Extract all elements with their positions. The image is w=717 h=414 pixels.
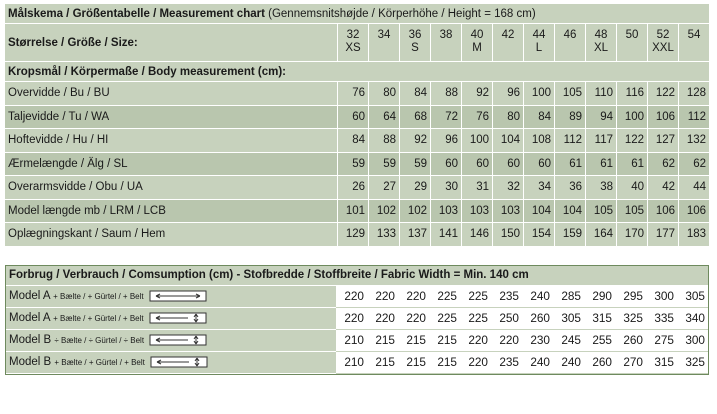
consumption-value: 305: [553, 308, 584, 330]
size-number: 54: [687, 29, 701, 41]
consumption-value: 235: [491, 352, 522, 374]
measurement-value: 159: [554, 223, 585, 247]
size-number: 40: [470, 29, 484, 41]
consumption-label: [6, 330, 336, 352]
measurement-value: 129: [337, 223, 368, 247]
measurement-value: 40: [616, 176, 647, 200]
consumption-value: 295: [615, 286, 646, 308]
consumption-value: 215: [398, 330, 429, 352]
measurement-value: 104: [492, 129, 523, 153]
consumption-value: 230: [522, 330, 553, 352]
consumption-value: 290: [584, 286, 615, 308]
measurement-value: 106: [678, 200, 709, 224]
size-code: L: [535, 42, 543, 54]
model-name: Model B: [9, 356, 52, 369]
measurement-value: 80: [368, 82, 399, 106]
measurement-value: 94: [585, 106, 616, 130]
measurement-rows: [5, 82, 709, 247]
consumption-value: 210: [336, 352, 367, 374]
consumption-value: 245: [553, 330, 584, 352]
model-name: Model A: [9, 290, 50, 303]
measurement-value: 61: [585, 153, 616, 177]
measurement-row: [5, 82, 709, 106]
consumption-label: [6, 352, 336, 374]
measurement-value: 26: [337, 176, 368, 200]
measurement-value: 59: [399, 153, 430, 177]
consumption-value: 255: [584, 330, 615, 352]
measurement-value: 60: [430, 153, 461, 177]
measurement-value: 102: [399, 200, 430, 224]
measurement-value: 122: [647, 82, 678, 106]
consumption-value: 235: [491, 286, 522, 308]
consumption-value: 225: [429, 308, 460, 330]
measurement-value: 61: [554, 153, 585, 177]
measurement-value: 62: [678, 153, 709, 177]
measurement-value: 59: [337, 153, 368, 177]
consumption-value: 225: [460, 286, 491, 308]
consumption-value: 275: [646, 330, 677, 352]
consumption-value: 220: [336, 308, 367, 330]
measurement-title-light: (Gennemsnitshøjde / Körperhöhe / Height = 168 cm): [264, 7, 536, 20]
measurement-value: 132: [678, 129, 709, 153]
size-header-cell: [585, 24, 616, 62]
size-chart-page: [5, 4, 709, 375]
size-code: S: [411, 42, 419, 54]
size-number: 38: [439, 29, 453, 41]
size-number: 52: [656, 29, 670, 41]
consumption-value: 220: [398, 308, 429, 330]
consumption-value: 240: [522, 286, 553, 308]
consumption-row: [6, 330, 708, 352]
measurement-value: 106: [647, 106, 678, 130]
belt-note: + Bælte / + Gürtel / + Belt: [53, 314, 144, 324]
size-code: XL: [593, 42, 609, 54]
size-number: 42: [501, 29, 515, 41]
consumption-value: 210: [336, 330, 367, 352]
consumption-value: 215: [429, 330, 460, 352]
belt-note: + Bælte / + Gürtel / + Belt: [53, 292, 144, 302]
measurement-value: 137: [399, 223, 430, 247]
consumption-value: 300: [677, 330, 708, 352]
consumption-row: [6, 308, 708, 330]
measurement-title: [5, 4, 709, 24]
consumption-value: 225: [460, 308, 491, 330]
measurement-value: 104: [523, 200, 554, 224]
measurement-value: 105: [585, 200, 616, 224]
measurement-value: 80: [492, 106, 523, 130]
size-number: 46: [563, 29, 577, 41]
fabric-fold-icon: [149, 355, 211, 369]
measurement-value: 64: [368, 106, 399, 130]
size-header-cell: [461, 24, 492, 62]
consumption-value: 220: [367, 286, 398, 308]
fabric-fold-icon: [148, 333, 210, 347]
consumption-value: 315: [584, 308, 615, 330]
measurement-value: 76: [461, 106, 492, 130]
measurement-value: 44: [678, 176, 709, 200]
measurement-value: 42: [647, 176, 678, 200]
size-number: 44: [532, 29, 546, 41]
measurement-value: 101: [337, 200, 368, 224]
size-header-cell: [430, 24, 461, 62]
size-header-cell: [647, 24, 678, 62]
measurement-value: 89: [554, 106, 585, 130]
consumption-value: 215: [398, 352, 429, 374]
fabric-layout-icon: [148, 289, 210, 303]
measurement-value: 154: [523, 223, 554, 247]
measurement-value: 59: [368, 153, 399, 177]
consumption-value: 220: [398, 286, 429, 308]
size-header-cell: [337, 24, 368, 62]
measurement-value: 170: [616, 223, 647, 247]
consumption-value: 240: [553, 352, 584, 374]
consumption-value: 325: [615, 308, 646, 330]
measurement-label: Model længde mb / LRM / LCB: [5, 200, 337, 224]
consumption-value: 215: [367, 352, 398, 374]
measurement-value: 72: [430, 106, 461, 130]
measurement-value: 105: [554, 82, 585, 106]
consumption-value: 260: [615, 330, 646, 352]
consumption-value: 240: [522, 352, 553, 374]
consumption-value: 300: [646, 286, 677, 308]
measurement-label: Taljevidde / Tu / WA: [5, 106, 337, 130]
consumption-rows: [6, 286, 708, 374]
belt-note: + Bælte / + Gürtel / + Belt: [54, 358, 145, 368]
consumption-row: [6, 286, 708, 308]
consumption-value: 260: [584, 352, 615, 374]
measurement-value: 110: [585, 82, 616, 106]
measurement-value: 106: [647, 200, 678, 224]
measurement-value: 116: [616, 82, 647, 106]
consumption-value: 215: [429, 352, 460, 374]
consumption-table: [5, 265, 709, 375]
measurement-value: 29: [399, 176, 430, 200]
measurement-value: 103: [461, 200, 492, 224]
measurement-title-bold: Målskema / Größentabelle / Measurement chart: [8, 7, 265, 20]
measurement-value: 103: [492, 200, 523, 224]
fabric-fold-icon: [148, 311, 210, 325]
measurement-value: 112: [678, 106, 709, 130]
measurement-value: 112: [554, 129, 585, 153]
measurement-value: 76: [337, 82, 368, 106]
measurement-value: 60: [492, 153, 523, 177]
model-name: Model B: [9, 334, 52, 347]
size-header-row: [5, 24, 709, 62]
measurement-value: 60: [337, 106, 368, 130]
measurement-value: 96: [492, 82, 523, 106]
belt-note: ÷ Bælte / ÷ Gürtel / ÷ Belt: [54, 336, 145, 346]
size-number: 34: [377, 29, 391, 41]
consumption-value: 305: [677, 286, 708, 308]
measurement-value: 27: [368, 176, 399, 200]
measurement-value: 60: [523, 153, 554, 177]
consumption-value: 340: [677, 308, 708, 330]
measurement-value: 100: [461, 129, 492, 153]
measurement-value: 68: [399, 106, 430, 130]
measurement-value: 60: [461, 153, 492, 177]
size-header-cell: [616, 24, 647, 62]
consumption-value: 250: [491, 308, 522, 330]
body-measurement-heading: Kropsmål / Körpermaße / Body measurement (cm):: [5, 62, 709, 82]
measurement-label: Oplægningskant / Saum / Hem: [5, 223, 337, 247]
size-header-cell: [368, 24, 399, 62]
measurement-row: [5, 129, 709, 153]
measurement-row: [5, 223, 709, 247]
size-header-cell: [399, 24, 430, 62]
measurement-value: 36: [554, 176, 585, 200]
measurement-table: [5, 4, 709, 247]
measurement-value: 61: [616, 153, 647, 177]
measurement-value: 133: [368, 223, 399, 247]
measurement-value: 177: [647, 223, 678, 247]
size-code: XXL: [652, 42, 674, 54]
size-code: XS: [345, 42, 361, 54]
measurement-value: 117: [585, 129, 616, 153]
size-header-cell: [554, 24, 585, 62]
measurement-value: 96: [430, 129, 461, 153]
size-header-cell: [523, 24, 554, 62]
size-label: Størrelse / Größe / Size:: [5, 24, 337, 62]
consumption-value: 315: [646, 352, 677, 374]
model-name: Model A: [9, 312, 50, 325]
consumption-value: 325: [677, 352, 708, 374]
measurement-value: 183: [678, 223, 709, 247]
size-number: 32: [346, 29, 360, 41]
consumption-label: [6, 286, 336, 308]
measurement-value: 92: [399, 129, 430, 153]
consumption-value: 260: [522, 308, 553, 330]
measurement-value: 92: [461, 82, 492, 106]
measurement-value: 141: [430, 223, 461, 247]
consumption-value: 285: [553, 286, 584, 308]
consumption-title-row: [6, 266, 708, 286]
consumption-value: 220: [336, 286, 367, 308]
measurement-value: 32: [492, 176, 523, 200]
consumption-value: 225: [429, 286, 460, 308]
measurement-row: [5, 200, 709, 224]
measurement-value: 31: [461, 176, 492, 200]
measurement-label: Ærmelængde / Älg / SL: [5, 153, 337, 177]
consumption-value: 335: [646, 308, 677, 330]
size-number: 50: [625, 29, 639, 41]
size-number: 36: [408, 29, 422, 41]
size-header-cell: [492, 24, 523, 62]
measurement-value: 88: [368, 129, 399, 153]
measurement-value: 146: [461, 223, 492, 247]
size-code: M: [472, 42, 482, 54]
measurement-title-row: [5, 4, 709, 24]
measurement-value: 102: [368, 200, 399, 224]
measurement-value: 104: [554, 200, 585, 224]
measurement-value: 38: [585, 176, 616, 200]
consumption-value: 220: [460, 352, 491, 374]
measurement-label: Overarmsvidde / Obu / UA: [5, 176, 337, 200]
measurement-value: 84: [337, 129, 368, 153]
measurement-value: 100: [616, 106, 647, 130]
size-number: 48: [594, 29, 608, 41]
measurement-value: 62: [647, 153, 678, 177]
consumption-value: 270: [615, 352, 646, 374]
consumption-row: [6, 352, 708, 374]
consumption-title: Forbrug / Verbrauch / Comsumption (cm) - Stofbredde / Stoffbreite / Fabric Width = Min. 140 cm: [6, 266, 708, 286]
measurement-value: 128: [678, 82, 709, 106]
measurement-row: [5, 106, 709, 130]
measurement-value: 103: [430, 200, 461, 224]
measurement-label: Overvidde / Bu / BU: [5, 82, 337, 106]
size-header-cell: [678, 24, 709, 62]
consumption-value: 220: [367, 308, 398, 330]
measurement-value: 84: [523, 106, 554, 130]
measurement-value: 100: [523, 82, 554, 106]
measurement-row: [5, 153, 709, 177]
measurement-value: 105: [616, 200, 647, 224]
measurement-value: 122: [616, 129, 647, 153]
measurement-label: Hoftevidde / Hu / HI: [5, 129, 337, 153]
measurement-value: 34: [523, 176, 554, 200]
measurement-value: 30: [430, 176, 461, 200]
measurement-value: 88: [430, 82, 461, 106]
consumption-value: 220: [491, 330, 522, 352]
measurement-value: 84: [399, 82, 430, 106]
measurement-value: 108: [523, 129, 554, 153]
body-measurement-heading-row: [5, 62, 709, 82]
measurement-row: [5, 176, 709, 200]
measurement-value: 150: [492, 223, 523, 247]
consumption-value: 215: [367, 330, 398, 352]
consumption-value: 220: [460, 330, 491, 352]
measurement-value: 127: [647, 129, 678, 153]
consumption-label: [6, 308, 336, 330]
measurement-value: 164: [585, 223, 616, 247]
